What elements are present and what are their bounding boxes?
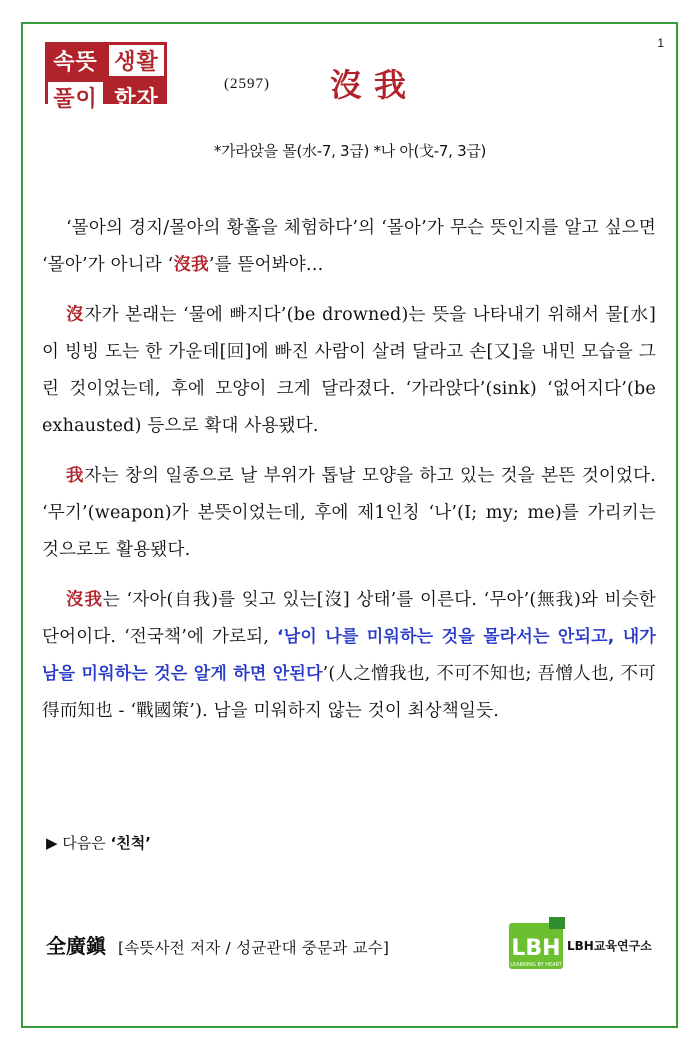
org-name: LBH교육연구소: [567, 939, 652, 953]
page-number: 1: [657, 36, 664, 50]
logo-char-3: 풀이: [48, 82, 103, 113]
p1-text-b: ’를 뜯어봐야…: [208, 255, 324, 275]
next-label: ▶ 다음은: [46, 834, 111, 852]
footer: [46, 930, 389, 959]
lbh-logo-tagline: LEARNING BY HEART: [510, 962, 562, 968]
p4-text-a: 는 ‘자아(自我)를 잊고 있는[沒] 상태’를 이른다. ‘무아’(無我)와 비슷한 단어이다. ‘전국책’에 가로되,: [42, 590, 656, 647]
logo-char-4: 한자: [114, 87, 159, 112]
page-title: 沒我: [330, 66, 419, 104]
entry-code: (2597): [224, 76, 270, 92]
author-affiliation: [속뜻사전 저자 / 성균관대 중문과 교수]: [118, 939, 390, 957]
next-word: ‘친척’: [110, 834, 151, 852]
paragraph-4: [42, 582, 656, 730]
logo-char-2: 생활: [109, 45, 164, 76]
p4-text-b: ’(人之憎我也, 不可不知也; 吾憎人也, 不可得而知也 - ‘戰國策’). 남을 미워하지 않는 것이 최상책일듯.: [42, 664, 657, 721]
lbh-logo-letters: LBH: [511, 936, 561, 961]
paragraph-1: [42, 210, 656, 284]
author-name: 全廣鎭: [46, 934, 106, 958]
p2-text: 자가 본래는 ‘물에 빠지다’(be drowned)는 뜻을 나타내기 위해서 물[水]이 빙빙 도는 한 가운데[回]에 빠진 사람이 살려 달라고 손[又]을 내민 모습을 그린 것이었는데, 후에 모양이 크게 달라졌다. ‘가라앉다’(sink) ‘없어지다’(be exhausted) 등으로 확대 사용됐다.: [42, 305, 656, 436]
p4-quote: ‘남이 나를 미워하는 것을 몰라서는 안되고, 내가 남을 미워하는 것은 알게 하면 안된다: [42, 627, 656, 684]
next-topic: [46, 832, 151, 853]
p2-highlight: 沒: [66, 305, 85, 325]
paragraph-2: [42, 297, 656, 445]
subtitle: *가라앉을 몰(水-7, 3급) *나 아(戈-7, 3급): [213, 142, 487, 160]
logo-char-1: 속뜻: [53, 50, 98, 75]
p3-text: 자는 창의 일종으로 날 부위가 톱날 모양을 하고 있는 것을 본뜬 것이었다. ‘무기’(weapon)가 본뜻이었는데, 후에 제1인칭 ‘나’(I; my; me)를 가리키는 것으로도 활용됐다.: [42, 466, 656, 560]
article-body: [42, 210, 656, 743]
lbh-logo-accent: [549, 917, 565, 929]
sokttut-logo: [45, 42, 167, 112]
p1-text-a: ‘몰아의 경지/몰아의 황홀을 체험하다’의 ‘몰아’가 무슨 뜻인지를 알고 싶으면 ‘몰아’가 아니라 ‘: [42, 218, 656, 275]
p3-highlight: 我: [66, 466, 85, 486]
p4-highlight: 沒我: [66, 590, 103, 610]
paragraph-3: [42, 458, 656, 569]
p1-highlight: 沒我: [173, 255, 209, 275]
